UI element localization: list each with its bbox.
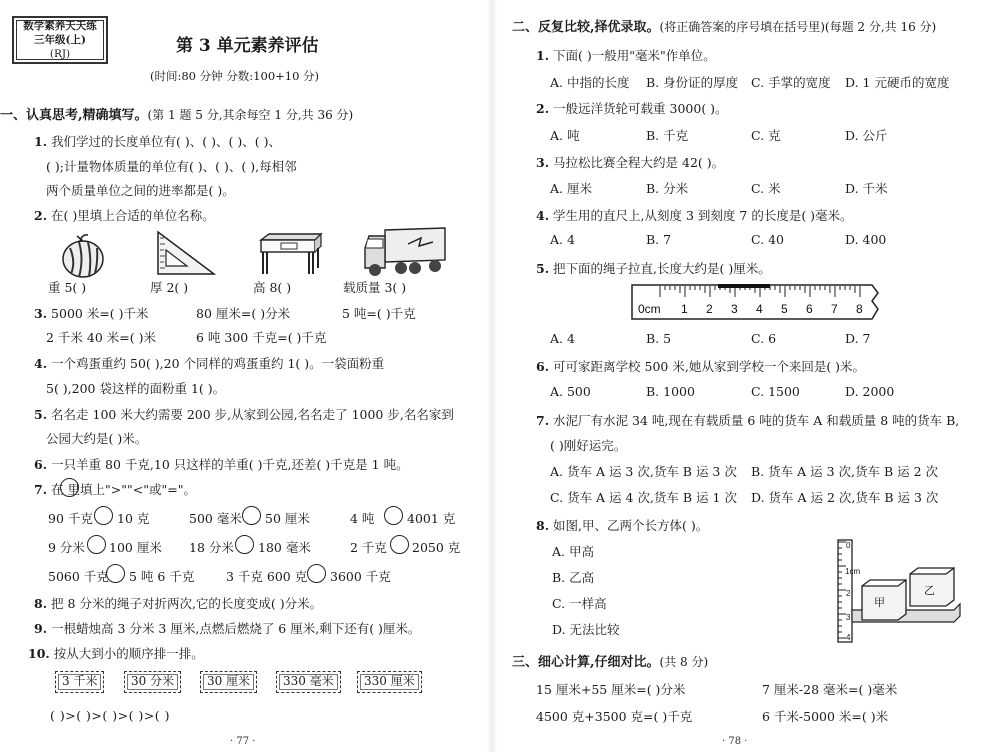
- question-6: [34, 455, 409, 473]
- question-text: 我们学过的长度单位有( )、( )、( )、( )、: [51, 134, 281, 149]
- cmp-r1-left-2: 500 毫米: [189, 511, 242, 526]
- ruler-with-rope: [632, 285, 880, 319]
- mc-question-4: [536, 206, 853, 224]
- question-text: 学生用的直尺上,从刻度 3 到刻度 7 的长度是( )毫米。: [553, 208, 853, 223]
- left-page: [0, 0, 485, 752]
- ruler-label: 2: [706, 302, 713, 316]
- option-c[interactable]: C. 手掌的宽度: [751, 75, 831, 90]
- option-a[interactable]: A. 4: [550, 331, 575, 346]
- question-number: 3.: [536, 155, 550, 170]
- q2-label-set-square: 厚 2( ): [150, 280, 189, 295]
- unit-card: [276, 671, 341, 693]
- option-c[interactable]: C. 米: [751, 181, 781, 196]
- option-b[interactable]: B. 5: [646, 331, 672, 346]
- fig-ruler-label: 2: [846, 589, 851, 598]
- unit-card-text: 330 毫米: [283, 674, 334, 688]
- cmp-r2-left-2: 18 分米: [189, 540, 234, 555]
- option-d[interactable]: D. 货车 A 运 2 次,货车 B 运 3 次: [751, 490, 939, 505]
- question-7: [34, 480, 196, 498]
- question-text: 名名走 100 米大约需要 200 步,从家到公园,名名走了 1000 步,名名家到: [51, 407, 454, 422]
- conversion-a: 5000 米=( )千米: [51, 306, 149, 321]
- option-a[interactable]: A. 4: [550, 232, 575, 247]
- mc-question-6: [536, 357, 865, 375]
- cmp-r1-left-3: 4 吨: [350, 511, 375, 526]
- question-text: 按从大到小的顺序排一排。: [53, 646, 204, 661]
- question-9: [34, 619, 420, 637]
- question-number: 8.: [34, 596, 48, 611]
- question-text: 把下面的绳子拉直,长度大约是( )厘米。: [553, 261, 771, 276]
- series-stamp: [12, 16, 108, 64]
- question-number: 8.: [536, 518, 550, 533]
- question-text: 一只羊重 80 千克,10 只这样的羊重( )千克,还差( )千克是 1 吨。: [51, 457, 409, 472]
- compare-circle[interactable]: [94, 506, 113, 525]
- cmp-r2-left-3: 2 千克: [350, 540, 387, 555]
- cmp-r1-right-2: 50 厘米: [265, 511, 310, 526]
- unit-card: [55, 671, 104, 693]
- fig-ruler-label: 0: [846, 541, 851, 550]
- compare-circle[interactable]: [307, 564, 326, 583]
- watermelon-picture: [58, 232, 108, 280]
- q2-label-desk: 高 8( ): [253, 280, 292, 295]
- fig-ruler-label: 4: [846, 633, 851, 642]
- question-number: 4.: [536, 208, 550, 223]
- option-b[interactable]: B. 身份证的厚度: [646, 75, 739, 90]
- section-2-title: 二、反复比较,择优录取。: [512, 20, 660, 35]
- option-b[interactable]: B. 1000: [646, 384, 695, 399]
- option-d[interactable]: D. 无法比较: [552, 622, 620, 637]
- option-d[interactable]: D. 7: [845, 331, 871, 346]
- ruler-label: 1: [681, 302, 688, 316]
- question-number: 9.: [34, 621, 48, 636]
- option-a[interactable]: A. 货车 A 运 3 次,货车 B 运 3 次: [550, 464, 737, 479]
- question-text: 一根蜡烛高 3 分米 3 厘米,点燃后燃烧了 6 厘米,剩下还有( )厘米。: [51, 621, 421, 636]
- option-b[interactable]: B. 货车 A 运 3 次,货车 B 运 2 次: [751, 464, 939, 479]
- option-a[interactable]: A. 厘米: [550, 181, 592, 196]
- question-number: 1.: [536, 48, 550, 63]
- right-page: [500, 0, 1000, 752]
- cmp-r3-left-2: 3 千克 600 克: [226, 569, 308, 584]
- cmp-r2-right-2: 180 毫米: [258, 540, 311, 555]
- compare-circle[interactable]: [106, 564, 125, 583]
- fig-ruler-label: 1cm: [845, 567, 861, 576]
- cmp-r2-right-3: 2050 克: [412, 540, 461, 555]
- question-4-line-2: 5( ),200 袋这样的面粉重 1( )。: [46, 381, 226, 396]
- section-1-title: 一、认真思考,精确填写。: [0, 108, 148, 123]
- option-c[interactable]: C. 克: [751, 128, 781, 143]
- ruler-label: 3: [731, 302, 738, 316]
- calc-item: 15 厘米+55 厘米=( )分米: [536, 682, 686, 697]
- ruler-label: 6: [806, 302, 813, 316]
- question-10: [28, 644, 204, 662]
- section-2-heading: [512, 16, 936, 35]
- option-c[interactable]: C. 一样高: [552, 596, 607, 611]
- section-3-note: (共 8 分): [659, 655, 709, 669]
- question-text: 可可家距离学校 500 米,她从家到学校一个来回是( )米。: [553, 359, 866, 374]
- question-number: 10.: [28, 646, 50, 661]
- option-c[interactable]: C. 1500: [751, 384, 800, 399]
- cmp-r3-left-1: 5060 千克: [48, 569, 109, 584]
- unit-card-text: 30 厘米: [207, 674, 251, 688]
- question-2: [34, 206, 215, 224]
- ruler-label: 4: [756, 302, 763, 316]
- question-1-line-2: ( );计量物体质量的单位有( )、( )、( ),每相邻: [46, 159, 297, 174]
- box-label-yi: 乙: [924, 584, 935, 597]
- cmp-r3-right-2: 3600 千克: [330, 569, 391, 584]
- section-3-heading: [512, 651, 708, 670]
- question-8: [34, 594, 322, 612]
- question-1-line-1: [34, 132, 281, 150]
- book-gutter: [487, 0, 497, 752]
- compare-circle[interactable]: [384, 506, 403, 525]
- cmp-r1-right-3: 4001 克: [407, 511, 456, 526]
- section-1-note: (第 1 题 5 分,其余每空 1 分,共 36 分): [147, 108, 354, 122]
- option-d[interactable]: D. 2000: [845, 384, 895, 399]
- stamp-series-name: 数学素养天天练: [23, 20, 97, 32]
- q2-label-truck: 载质量 3( ): [343, 280, 407, 295]
- question-text: 在( )里填上合适的单位名称。: [51, 208, 215, 223]
- ruler-label: 7: [831, 302, 838, 316]
- option-b[interactable]: B. 分米: [646, 181, 689, 196]
- option-c[interactable]: C. 40: [751, 232, 784, 247]
- mc-question-1: [536, 46, 716, 64]
- question-text: 水泥厂有水泥 34 吨,现在有载质量 6 吨的货车 A 和载质量 8 吨的货车 B,: [553, 413, 960, 428]
- mc-question-7-line-2: ( )刚好运完。: [550, 438, 627, 453]
- mc-question-7-line-1: [536, 411, 959, 429]
- unit-card-text: 30 分米: [131, 674, 175, 688]
- compare-circle[interactable]: [390, 535, 409, 554]
- question-1-line-3: 两个质量单位之间的进率都是( )。: [46, 183, 235, 198]
- cmp-r2-right-1: 100 厘米: [109, 540, 162, 555]
- set-square-picture: [156, 230, 216, 276]
- option-d[interactable]: D. 400: [845, 232, 887, 247]
- option-c[interactable]: C. 6: [751, 331, 777, 346]
- boxes-height-figure: [836, 540, 966, 642]
- question-5-line-1: [34, 405, 454, 423]
- mc-question-5: [536, 259, 771, 277]
- compare-circle[interactable]: [87, 535, 106, 554]
- question-number: 5.: [536, 261, 550, 276]
- question-number: 3.: [34, 306, 48, 321]
- question-number: 7.: [536, 413, 550, 428]
- conversion-e: 6 吨 300 千克=( )千克: [196, 330, 327, 345]
- calc-item: 7 厘米-28 毫米=( )毫米: [762, 682, 898, 697]
- section-2-note: (将正确答案的序号填在括号里)(每题 2 分,共 16 分): [659, 20, 937, 34]
- cmp-r1-left-1: 90 千克: [48, 511, 93, 526]
- option-a[interactable]: A. 中指的长度: [550, 75, 630, 90]
- fig-ruler-label: 3: [846, 613, 851, 622]
- conversion-d: 2 千米 40 米=( )米: [46, 330, 156, 345]
- question-text: 在 里填上">""<"或"="。: [51, 482, 196, 497]
- question-number: 6.: [536, 359, 550, 374]
- option-b[interactable]: B. 千克: [646, 128, 689, 143]
- option-c[interactable]: C. 货车 A 运 4 次,货车 B 运 1 次: [550, 490, 737, 505]
- mc-question-3: [536, 153, 724, 171]
- unit-card-text: 3 千米: [62, 674, 98, 688]
- option-d[interactable]: D. 公斤: [845, 128, 888, 143]
- ordering-answer-line[interactable]: ( )>( )>( )>( )>( ): [50, 708, 171, 723]
- question-4-line-1: [34, 354, 384, 372]
- stamp-edition: (RJ): [49, 48, 71, 60]
- conversion-b: 80 厘米=( )分米: [196, 306, 291, 321]
- option-a[interactable]: A. 吨: [550, 128, 580, 143]
- compare-circle[interactable]: [235, 535, 254, 554]
- stamp-grade: 三年级(上): [34, 34, 86, 46]
- unit-card: [200, 671, 257, 693]
- question-number: 2.: [34, 208, 48, 223]
- ruler-label: 5: [781, 302, 788, 316]
- compare-circle-sample: [60, 478, 79, 497]
- question-number: 4.: [34, 356, 48, 371]
- unit-card: [124, 671, 181, 693]
- question-number: 7.: [34, 482, 48, 497]
- unit-card: [357, 671, 422, 693]
- option-d[interactable]: D. 1 元硬币的宽度: [845, 75, 950, 90]
- option-d[interactable]: D. 千米: [845, 181, 888, 196]
- option-b[interactable]: B. 7: [646, 232, 672, 247]
- question-number: 5.: [34, 407, 48, 422]
- ruler-label: 0cm: [638, 302, 661, 316]
- page-number-right: · 78 ·: [722, 736, 748, 747]
- question-text: 把 8 分米的绳子对折两次,它的长度变成( )分米。: [51, 596, 323, 611]
- section-1-heading: [0, 104, 353, 123]
- question-3-line-1: [34, 304, 149, 322]
- page-title: 第 3 单元素养评估: [176, 36, 319, 56]
- ruler-label: 8: [856, 302, 863, 316]
- option-b[interactable]: B. 乙高: [552, 570, 595, 585]
- unit-card-text: 330 厘米: [364, 674, 415, 688]
- question-text: 下面( )一般用"毫米"作单位。: [553, 48, 716, 63]
- page-number-left: · 77 ·: [230, 736, 256, 747]
- compare-circle[interactable]: [242, 506, 261, 525]
- question-text: 马拉松比赛全程大约是 42( )。: [553, 155, 725, 170]
- page-subtitle: (时间:80 分钟 分数:100+10 分): [150, 69, 320, 83]
- desk-picture: [259, 232, 323, 276]
- option-a[interactable]: A. 500: [550, 384, 591, 399]
- question-text: 一般远洋货轮可载重 3000( )。: [553, 101, 728, 116]
- truck-picture: [363, 226, 447, 278]
- mc-question-2: [536, 99, 728, 117]
- calc-item: 4500 克+3500 克=( )千克: [536, 709, 693, 724]
- option-a[interactable]: A. 甲高: [552, 544, 594, 559]
- section-3-title: 三、细心计算,仔细对比。: [512, 655, 660, 670]
- calc-item: 6 千米-5000 米=( )米: [762, 709, 889, 724]
- question-text: 一个鸡蛋重约 50( ),20 个同样的鸡蛋重约 1( )。一袋面粉重: [51, 356, 385, 371]
- question-number: 6.: [34, 457, 48, 472]
- question-text: 如图,甲、乙两个长方体( )。: [553, 518, 709, 533]
- question-5-line-2: 公园大约是( )米。: [46, 431, 148, 446]
- cmp-r3-right-1: 5 吨 6 千克: [129, 569, 195, 584]
- conversion-c: 5 吨=( )千克: [342, 306, 416, 321]
- mc-question-8: [536, 516, 708, 534]
- question-number: 2.: [536, 101, 550, 116]
- question-number: 1.: [34, 134, 48, 149]
- cmp-r2-left-1: 9 分米: [48, 540, 85, 555]
- cmp-r1-right-1: 10 克: [117, 511, 150, 526]
- q2-label-watermelon: 重 5( ): [48, 280, 87, 295]
- box-label-jia: 甲: [874, 596, 885, 609]
